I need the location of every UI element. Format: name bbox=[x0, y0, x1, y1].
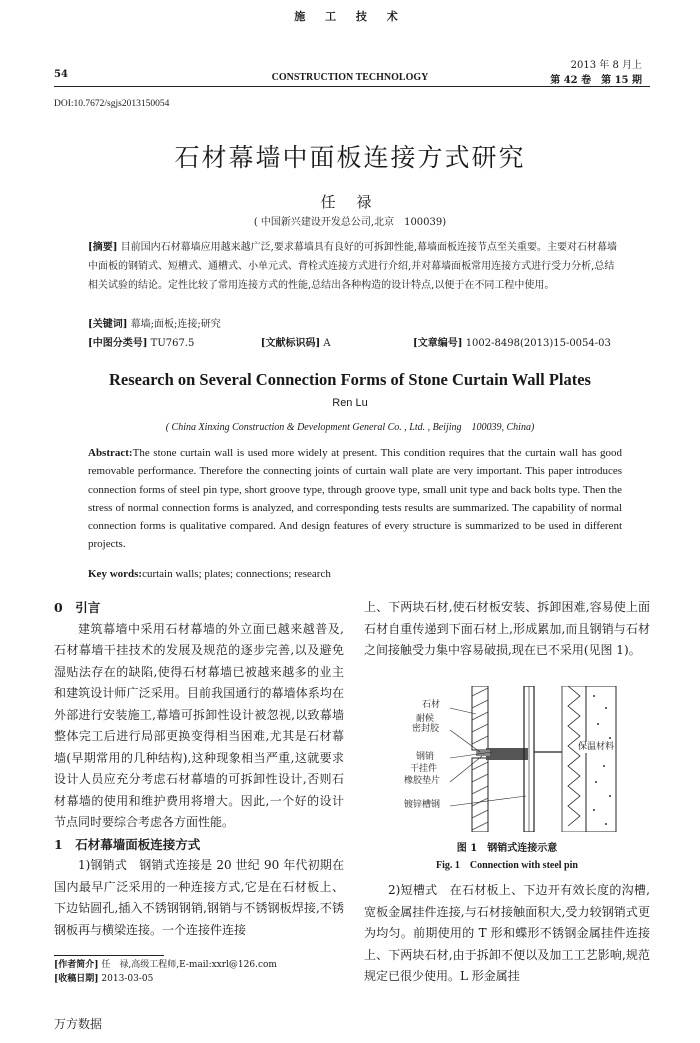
abstract-en-label: Abstract: bbox=[88, 447, 133, 459]
label-channel-steel: 镀锌槽钢 bbox=[404, 800, 441, 810]
label-steel-pin: 钢销 bbox=[416, 752, 435, 762]
keywords-cn-label: [关键词] bbox=[88, 319, 128, 330]
volume-issue: 第 42 卷 第 15 期 bbox=[550, 75, 642, 86]
footnote-rule bbox=[54, 955, 164, 956]
footnote-received bbox=[54, 972, 344, 986]
section-0-title: 0 引言 bbox=[54, 600, 101, 615]
keywords-en-label: Key words: bbox=[88, 568, 143, 580]
journal-name-cn: 施 工 技 术 bbox=[294, 10, 406, 23]
section-1-title: 1 石材幕墙面板连接方式 bbox=[54, 836, 201, 852]
label-weatherproof: 耐候 bbox=[416, 714, 435, 724]
footnote-author-text: 任 禄,高级工程师,E-mail:xxrl@126.com bbox=[101, 960, 277, 970]
insulation-pattern bbox=[568, 686, 580, 826]
figure-1-drawing bbox=[420, 686, 620, 832]
abstract-en-text: The stone curtain wall is used more widely at present. This condition requires that the curtain wall has good removable performance. Therefore the connecting joints of curtain wall plate are very important. This paper introduces connection forms of steel pin type, short groove type, through groove type, small unit type and back bolts type. Then the stress of normal connection forms is analyzed, and corresponding tests results are summarized. The capability of normal connection forms is qualitative compared. And design features of every structure is summarized to be used in different projects. bbox=[88, 447, 622, 551]
classification-line bbox=[88, 334, 622, 353]
figure-1 bbox=[404, 686, 620, 832]
title-cn: 石材幕墙中面板连接方式研究 bbox=[174, 143, 526, 172]
right-column-paragraph-2: 2)短槽式 在石材板上、下边开有效长度的沟槽,宽板金属挂件连接,与石材接触面积大,受力较钢销式更为均匀。前期使用的 T 形和蝶形不锈钢金属挂件连接上、下两块石材,由于拆卸不便以及加工工艺影响,规范规定已很少使用。L 形金属挂 bbox=[364, 883, 650, 983]
keywords-en-text: curtain walls; plates; connections; research bbox=[142, 568, 331, 580]
abstract-en bbox=[88, 444, 622, 554]
section-0-paragraph: 建筑幕墙中采用石材幕墙的外立面已越来越普及,石材幕墙干挂技术的发展及规范的逐步完善,以及避免湿贴法存在的缺陷,使得石材幕墙已被越来越多的业主和建筑设计师广泛采用。目前我国通行的幕墙体系均在外部进行安装施工,幕墙可拆卸性设计被忽视,以致幕墙整体完工后进行局部更换变得相当困难,尤其是石材幕墙(早期常用的几种结构),这种现象相当严重,这就要求设计人员应充分考虑石材幕墙的可拆卸性设计,否则石材幕墙的使用和维护费用将增大。因此,一个好的设计节点同时要综合考虑各方面性能。 bbox=[54, 621, 344, 829]
label-dry-hanger: 干挂件 bbox=[410, 764, 438, 774]
section-1-paragraph: 1)钢销式 钢销式连接是 20 世纪 90 年代初期在国内最早广泛采用的一种连接方式,它是在石材板上、下边钻圆孔,插入不锈钢钢销,钢销与不锈钢板焊接,不锈钢板再与横梁连接。一个连接件连接 bbox=[54, 858, 344, 937]
title-en: Research on Several Connection Forms of Stone Curtain Wall Plates bbox=[109, 370, 591, 389]
left-column bbox=[54, 597, 344, 941]
article-number-label: [文章编号] bbox=[413, 338, 463, 349]
label-stone: 石材 bbox=[422, 700, 441, 710]
doc-code-label: [文献标识码] bbox=[260, 338, 321, 349]
clc-value: TU767.5 bbox=[150, 338, 195, 349]
figure-1-caption-en: Fig. 1 Connection with steel pin bbox=[436, 860, 578, 871]
wall bbox=[586, 686, 616, 832]
author-cn: 任 禄 bbox=[320, 193, 380, 211]
keywords-cn-text: 幕墙;面板;连接;研究 bbox=[130, 319, 221, 330]
label-sealant: 密封胶 bbox=[412, 724, 440, 734]
journal-name-en: CONSTRUCTION TECHNOLOGY bbox=[271, 72, 429, 83]
affiliation-en: ( China Xinxing Construction & Development General Co. , Ltd. , Beijing 100039, China) bbox=[165, 422, 535, 433]
keywords-en bbox=[88, 568, 622, 580]
footnote-author bbox=[54, 958, 344, 972]
issue-date: 2013 年 8 月上 bbox=[570, 60, 642, 71]
header-rule bbox=[54, 86, 650, 87]
label-insulation: 保温材料 bbox=[578, 742, 615, 752]
footnote-received-label: [收稿日期] bbox=[54, 974, 99, 984]
abstract-cn-label: [摘要] bbox=[88, 242, 118, 253]
stone-panel-upper bbox=[472, 686, 488, 750]
page-number: 54 bbox=[54, 69, 68, 80]
footnote-received-text: 2013-03-05 bbox=[101, 974, 154, 984]
keywords-cn bbox=[88, 315, 622, 334]
watermark: 万方数据 bbox=[54, 1017, 103, 1031]
right-column-paragraph-1: 上、下两块石材,使石材板安装、拆卸困难,容易使上面石材自重传递到下面石材上,形成累加,而且钢销与石材之间接触受力集中容易破损,现在已不采用(见图 1)。 bbox=[364, 600, 650, 657]
steel-pin-bracket bbox=[486, 748, 528, 760]
abstract-cn bbox=[88, 238, 622, 295]
abstract-cn-text: 目前国内石材幕墙应用越来越广泛,要求幕墙具有良好的可拆卸性能,幕墙面板连接节点至关重要。主要对石材幕墙中面板的钢销式、短槽式、通槽式、小单元式、背栓式连接方式进行介绍,并对幕墙面板常用连接方式进行受力分析,总结相关试验的结论。定性比较了常用连接方式的性能,总结出各种构造的设计特点,以便于在不同工程中使用。 bbox=[88, 242, 618, 291]
clc-label: [中图分类号] bbox=[88, 338, 148, 349]
doc-code-value: A bbox=[323, 338, 331, 349]
figure-1-caption-cn: 图 1 钢销式连接示意 bbox=[456, 843, 558, 854]
label-rubber-pad: 橡胶垫片 bbox=[404, 776, 441, 786]
footnote-author-label: [作者简介] bbox=[54, 960, 99, 970]
article-number-value: 1002-8498(2013)15-0054-03 bbox=[465, 338, 611, 349]
affiliation-cn: ( 中国新兴建设开发总公司,北京 100039) bbox=[253, 217, 447, 228]
author-en: Ren Lu bbox=[332, 397, 368, 409]
doi: DOI:10.7672/sgjs2013150054 bbox=[54, 99, 170, 109]
